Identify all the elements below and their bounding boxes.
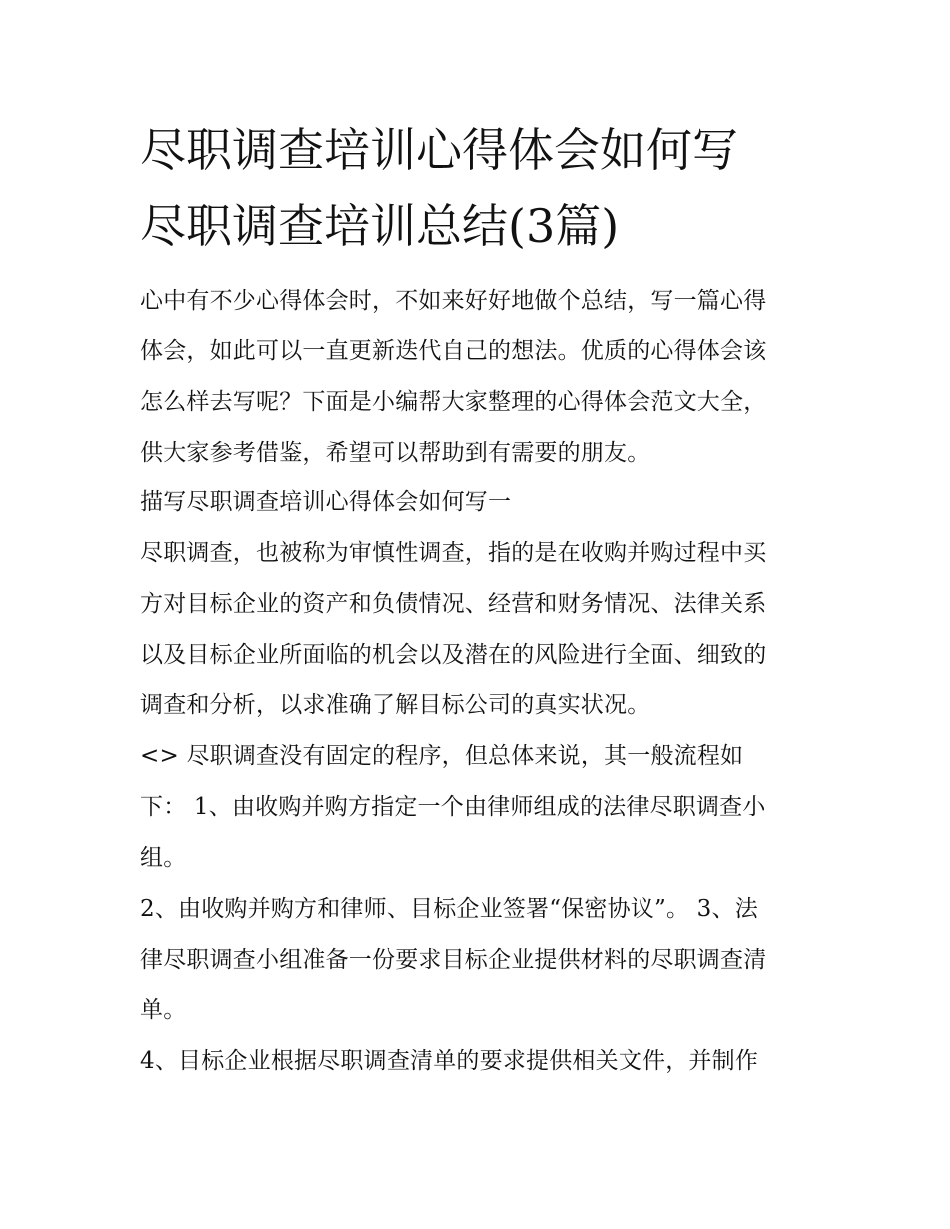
body-line-1: 心中有不少心得体会时，不如来好好地做个总结，写一篇心得 [140, 288, 767, 314]
document-title [140, 112, 840, 264]
body-line-16: 4、目标企业根据尽职调查清单的要求提供相关文件，并制作 [140, 1048, 759, 1074]
body-line-6: 尽职调查，也被称为审慎性调查，指的是在收购并购过程中买 [140, 540, 767, 566]
body-line-13: 2、由收购并购方和律师、目标企业签署“保密协议”。 3、法 [140, 896, 758, 922]
body-line-3: 怎么样去写呢？下面是小编帮大家整理的心得体会范文大全， [140, 389, 767, 415]
body-line-11: 下： 1、由收购并购方指定一个由律师组成的法律尽职调查小 [140, 794, 766, 820]
body-line-15: 单。 [140, 997, 187, 1023]
title-line-2: 尽职调查培训总结(3篇) [140, 199, 620, 253]
body-line-9: 调查和分析，以求准确了解目标公司的真实状况。 [140, 692, 651, 718]
title-line-1: 尽职调查培训心得体会如何写 [140, 123, 738, 177]
body-line-8: 以及目标企业所面临的机会以及潜在的风险进行全面、细致的 [140, 642, 767, 668]
section-heading: 描写尽职调查培训心得体会如何写一 [140, 489, 512, 515]
body-line-12: 组。 [140, 845, 187, 871]
body-line-2: 体会，如此可以一直更新迭代自己的想法。优质的心得体会该 [140, 338, 767, 364]
body-line-14: 律尽职调查小组准备一份要求目标企业提供材料的尽职调查清 [140, 947, 767, 973]
body-line-7: 方对目标企业的资产和负债情况、经营和财务情况、法律关系 [140, 591, 767, 617]
body-line-4: 供大家参考借鉴，希望可以帮助到有需要的朋友。 [140, 440, 651, 466]
body-line-10: <> 尽职调查没有固定的程序，但总体来说，其一般流程如 [140, 743, 744, 769]
